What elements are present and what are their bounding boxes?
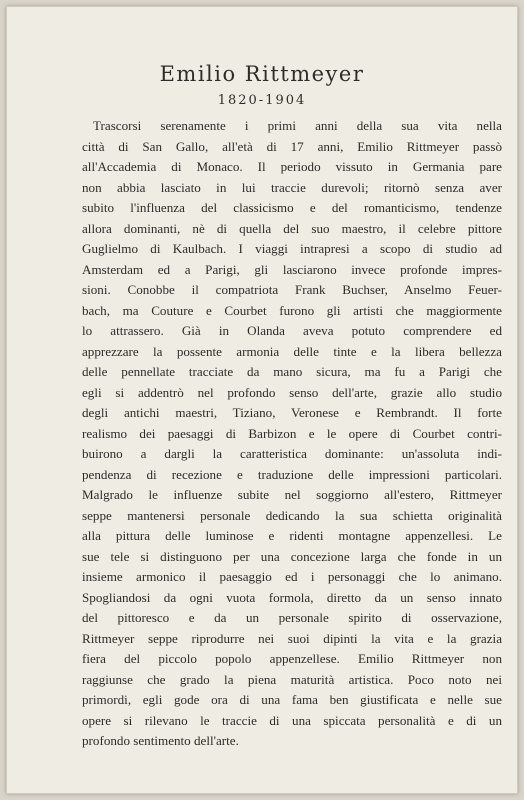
text-line: insieme armonico il paesaggio ed i personaggi che lo animano. — [82, 569, 502, 584]
text-line: Trascorsi serenamente i primi anni della sua vita nella — [93, 118, 502, 133]
text-line: all'Accademia di Monaco. Il periodo vissuto in Germania pare — [82, 159, 502, 174]
life-dates: 1820-1904 — [217, 93, 307, 108]
text-line: subito l'influenza del classicismo e del romanticismo, tendenze — [82, 200, 502, 215]
text-line: alla pittura delle luminose e ridenti montagne appenzellesi. Le — [82, 528, 502, 543]
text-line: fiera del piccolo popolo appenzellese. Emilio Rittmeyer non — [82, 651, 502, 666]
text-line: raggiunse che grado la piena maturità artistica. Poco noto nei — [82, 671, 502, 687]
text-line: città di San Gallo, all'età di 17 anni, Emilio Rittmeyer passò — [82, 138, 502, 154]
text-line: realismo dei paesaggi di Barbizon e le opere di Courbet contri- — [82, 425, 502, 441]
document-title: Emilio Rittmeyer — [159, 62, 365, 86]
text-line: apprezzare la possente armonia delle tinte e la libera bellezza — [82, 343, 502, 359]
text-line: pendenza di recezione e traduzione delle impressioni particolari. — [82, 466, 502, 482]
text-line: allora dominanti, nè di quella del suo maestro, il celebre pittore — [82, 220, 502, 236]
text-line: opere si rilevano le traccie di una spiccata personalità e di un — [82, 712, 502, 728]
text-line: buirono a dargli la caratteristica dominante: un'assoluta indi- — [82, 446, 502, 461]
text-line: degli antichi maestri, Tiziano, Veronese e Rembrandt. Il forte — [82, 405, 502, 420]
text-line: Malgrado le influenze subite nel soggiorno all'estero, Rittmeyer — [82, 487, 502, 502]
text-line: egli si addentrò nel profondo senso dell'arte, grazie allo studio — [82, 384, 502, 400]
text-line: Amsterdam ed a Parigi, gli lasciarono invece profonde impres- — [82, 261, 502, 277]
biography-text — [82, 116, 502, 752]
text-line: sioni. Conobbe il compatriota Frank Buchser, Anselmo Feuer- — [82, 282, 502, 297]
text-line: seppe mantenersi personale dedicando la sua schietta originalità — [82, 507, 502, 523]
text-line: del pittoresco e da un personale spirito di osservazione, — [82, 610, 502, 625]
text-line: sue tele si distinguono per una concezione larga che fonde in un — [82, 548, 502, 564]
text-line: bach, ma Couture e Courbet furono gli artisti che maggiormente — [82, 302, 502, 318]
text-line: profondo sentimento dell'arte. — [82, 733, 239, 748]
text-line: delle pennellate tracciate da mano sicura, ma fu a Parigi che — [82, 364, 502, 379]
text-line: Rittmeyer seppe riprodurre nei suoi dipinti la vita e la grazia — [82, 630, 502, 646]
text-line: Spogliandosi da ogni vuota formola, diretto da un senso innato — [82, 589, 502, 605]
document-page — [6, 6, 518, 794]
text-line: lo attrassero. Già in Olanda aveva potuto comprendere ed — [82, 323, 502, 338]
text-line: primordi, egli gode ora di una fama ben giustificata e nelle sue — [82, 692, 502, 707]
text-line: non abbia lasciato in lui traccie durevoli; ritornò senza aver — [82, 179, 502, 195]
text-line: Guglielmo di Kaulbach. I viaggi intrapresi a scopo di studio ad — [82, 241, 502, 256]
